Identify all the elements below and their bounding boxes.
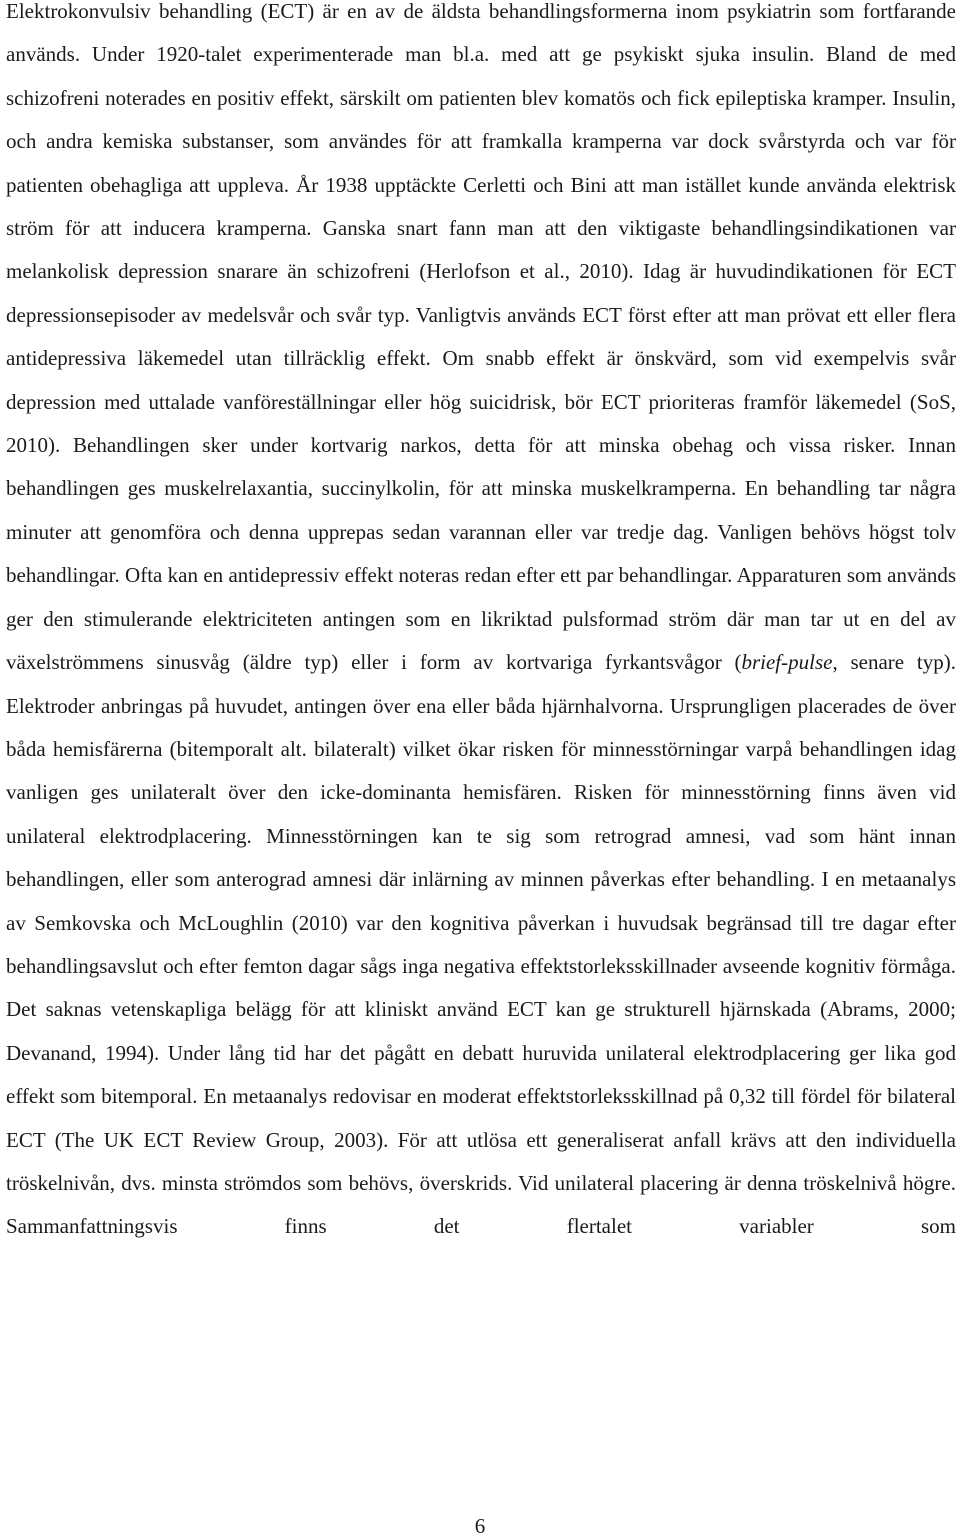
paragraph-text-part-2: , senare typ). Elektroder anbringas på huvudet, antingen över ena eller båda hjärnhalvorna. Ursprungligen placerades de över båda hemisfärerna (bitemporalt alt. bilateralt) vilket ökar risken för minnesstörningar varpå behandlingen idag vanligen ges unilateralt över den icke-dominanta hemisfären. Risken för minnesstörning finns även vid unilateral elektrodplacering. Minnesstörningen kan te sig som retrograd amnesi, vad som hänt innan behandlingen, eller som anterograd amnesi där inlärning av minnen påverkas efter behandling. I en metaanalys av Semkovska och McLoughlin (2010) var den kognitiva påverkan i huvudsak begränsad till tre dagar efter behandlingsavslut och efter femton dagar sågs inga negativa effektstorleksskillnader avseende kognitiv förmåga. Det saknas vetenskapliga belägg för att kliniskt använd ECT kan ge strukturell hjärnskada (Abrams, 2000; Devanand, 1994). Under lång tid har det pågått en debatt huruvida unilateral elektrodplacering ger lika god effekt som bitemporal. En metaanalys redovisar en moderat effektstorleksskillnad på 0,32 till fördel för bilateral ECT (The UK ECT Review Group, 2003). För att utlösa ett generaliserat anfall krävs att den individuella tröskelnivån, dvs. minsta strömdos som behövs, överskrids. Vid unilateral placering är denna tröskelnivå högre. Sammanfattningsvis finns det flertalet variabler som [6,650,956,1239]
paragraph-text-part-1: Elektrokonvulsiv behandling (ECT) är en av de äldsta behandlingsformerna inom psykiatrin som fortfarande används. Under 1920-talet experimenterade man bl.a. med att ge psykiskt sjuka insulin. Bland de med schizofreni noterades en positiv effekt, särskilt om patienten blev komatös och fick epileptiska kramper. Insulin, och andra kemiska substanser, som användes för att framkalla kramperna var dock svårstyrda och var för patienten obehagliga att uppleva. År 1938 upptäckte Cerletti och Bini att man istället kunde använda elektrisk ström för att inducera kramperna. Ganska snart fann man att den viktigaste behandlingsindikationen var melankolisk depression snarare än schizofreni (Herlofson et al., 2010). Idag är huvudindikationen för ECT depressionsepisoder av medelsvår och svår typ. Vanligtvis används ECT först efter att man prövat ett eller flera antidepressiva läkemedel utan tillräcklig effekt. Om snabb effekt är önskvärd, som vid exempelvis svår depression med uttalade vanföreställningar eller hög suicidrisk, bör ECT prioriteras framför läkemedel (SoS, 2010). Behandlingen sker under kortvarig narkos, detta för att minska obehag och vissa risker. Innan behandlingen ges muskelrelaxantia, succinylkolin, för att minska muskelkramperna. En behandling tar några minuter att genomföra och denna upprepas sedan varannan eller var tredje dag. Vanligen behövs högst tolv behandlingar. Ofta kan en antidepressiv effekt noteras redan efter ett par behandlingar. Apparaturen som används ger den stimulerande elektriciteten antingen som en likriktad pulsformad ström där man tar ut en del av växelströmmens sinusvåg (äldre typ) eller i form av kortvariga fyrkantsvågor ( [6,0,956,675]
italic-term-brief-pulse: brief-pulse [741,650,833,675]
page-number: 6 [474,1514,486,1538]
body-paragraph [6,0,956,1249]
